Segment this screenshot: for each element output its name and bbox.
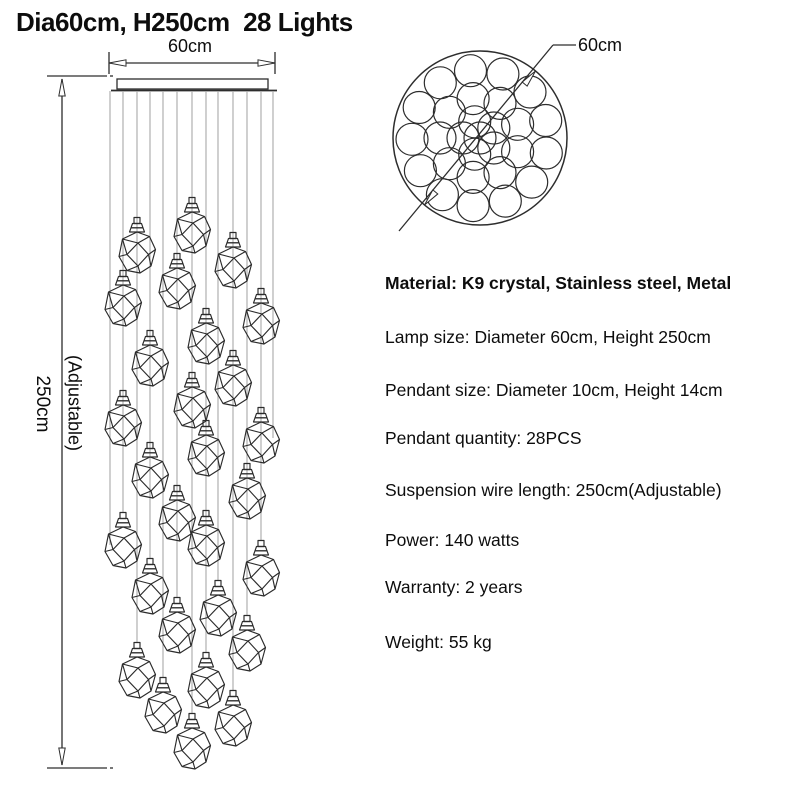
spec-line-pendant-size: Pendant size: Diameter 10cm, Height 14cm xyxy=(385,380,723,400)
topview-pendant-circle xyxy=(433,96,465,128)
topview-pendant-circle xyxy=(530,105,562,137)
topview-pendant-circle xyxy=(489,185,521,217)
crystal-pendant xyxy=(229,616,266,672)
topview-diameter-label: 60cm xyxy=(578,35,623,55)
topview-pendant-circle xyxy=(530,137,562,169)
topview-pendant-circle xyxy=(396,123,428,155)
topview-pendant-circle xyxy=(455,55,487,87)
page-title: Dia60cm, H250cm 28 Lights xyxy=(16,7,353,37)
spec-line-lamp-size: Lamp size: Diameter 60cm, Height 250cm xyxy=(385,327,711,347)
topview-pendant-circle xyxy=(464,122,496,154)
crystal-pendant xyxy=(243,541,280,597)
spec-line-power: Power: 140 watts xyxy=(385,530,520,550)
topview-pendant-circle xyxy=(404,155,436,187)
topview-pendant-circle xyxy=(516,166,548,198)
dim-arrow-down xyxy=(59,748,65,765)
crystal-pendant xyxy=(188,653,225,709)
height-dimension-label: 250cm xyxy=(32,375,53,433)
plate-width-dimension-label: 60cm xyxy=(167,36,212,56)
spec-line-warranty: Warranty: 2 years xyxy=(385,577,523,597)
spec-line-pendant-quantity: Pendant quantity: 28PCS xyxy=(385,428,582,448)
spec-line-wire-length: Suspension wire length: 250cm(Adjustable) xyxy=(385,480,722,500)
crystal-pendant xyxy=(174,714,211,770)
topview-pendant-circle xyxy=(478,132,510,164)
dim-arrow-up xyxy=(59,79,65,96)
crystal-pendant xyxy=(119,643,156,699)
topview-pendant-circle xyxy=(424,67,456,99)
height-adjustable-note: (Adjustable) xyxy=(64,354,85,452)
dim-arrow-right xyxy=(258,60,275,66)
dim-arrow-left xyxy=(109,60,126,66)
spec-line-material: Material: K9 crystal, Stainless steel, Metal xyxy=(385,273,732,293)
spec-line-weight: Weight: 55 kg xyxy=(385,632,492,652)
topview-pendant-circle xyxy=(487,58,519,90)
crystal-pendant xyxy=(145,678,182,734)
topview-pendant-circle xyxy=(433,148,465,180)
topview-pendant-circle xyxy=(457,190,489,222)
topview-pendant-circle xyxy=(403,92,435,124)
ceiling-plate xyxy=(117,79,268,89)
